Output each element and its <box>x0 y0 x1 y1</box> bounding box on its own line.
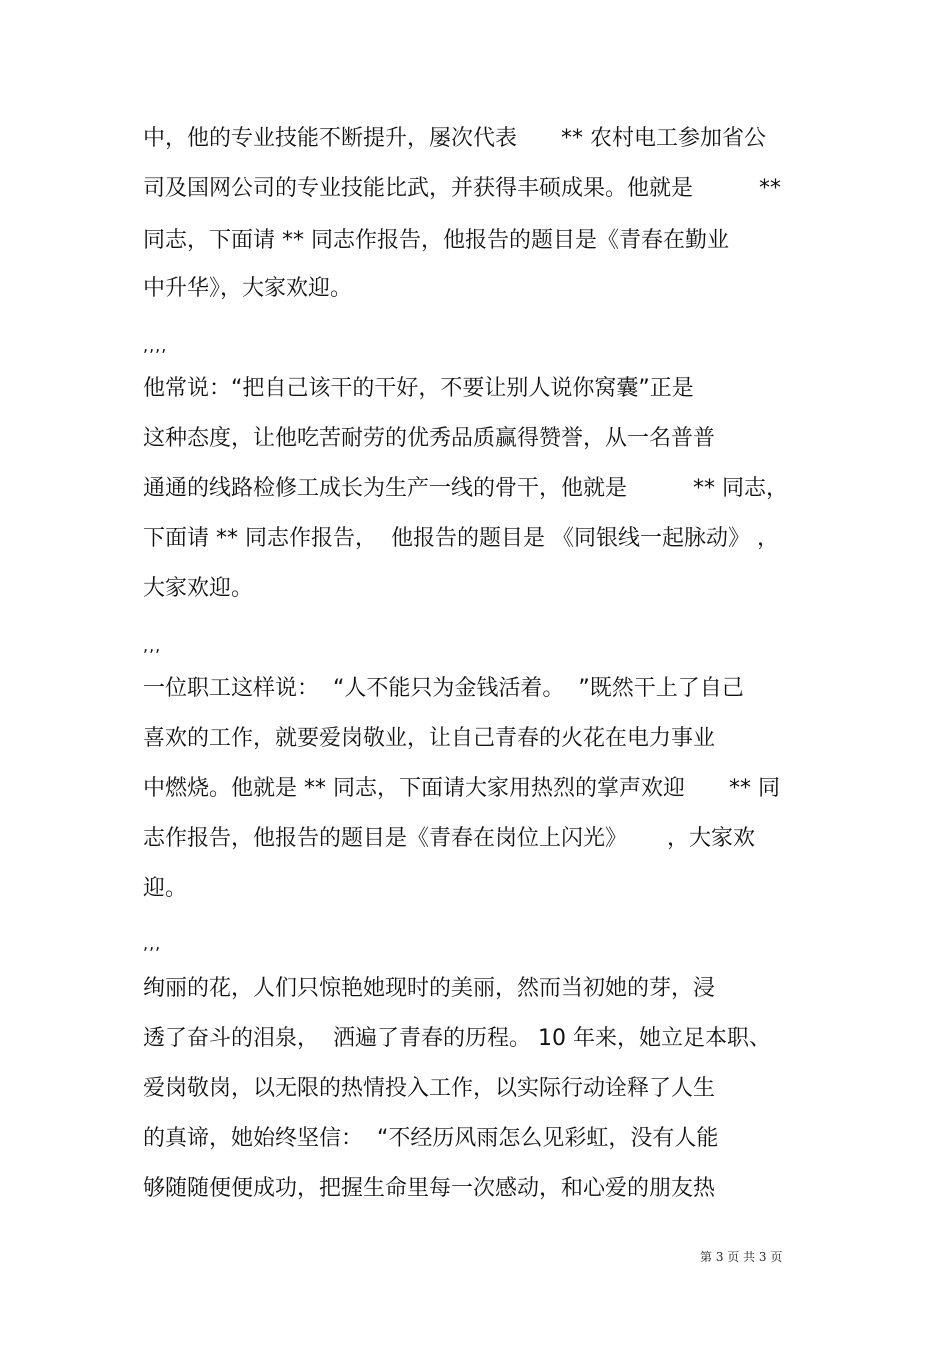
text-line: 的真谛，她始终坚信： “不经历风雨怎么见彩虹，没有人能 <box>143 1126 719 1151</box>
text-line: 他常说：“把自己该干的干好，不要让别人说你窝囊”正是 <box>143 376 694 401</box>
text-line: 喜欢的工作，就要爱岗敬业，让自己青春的火花在电力事业 <box>143 726 716 751</box>
separator-mark: ,,, <box>143 934 162 953</box>
text-line: 爱岗敬岗，以无限的热情投入工作，以实际行动诠释了人生 <box>143 1076 716 1101</box>
text-line: 下面请 ** 同志作报告， 他报告的题目是 《同银线一起脉动》 ， <box>143 526 779 551</box>
text-line: 志作报告，他报告的题目是《青春在岗位上闪光》 ，大家欢 <box>143 826 755 851</box>
text-line: 迎。 <box>143 876 188 901</box>
text-line: 一位职工这样说： “人不能只为金钱活着。 ”既然干上了自己 <box>143 676 744 701</box>
text-line: 中升华》，大家欢迎。 <box>143 276 353 301</box>
separator-mark: ,,,, <box>143 336 168 355</box>
page-number-footer: 第 3 页 共 3 页 <box>700 1250 783 1264</box>
text-line: 够随随便便成功，把握生命里每一次感动，和心爱的朋友热 <box>143 1176 716 1201</box>
text-line: 中，他的专业技能不断提升，屡次代表 ** 农村电工参加省公 <box>143 126 766 151</box>
text-line: 这种态度，让他吃苦耐劳的优秀品质赢得赞誉，从一名普普 <box>143 426 716 451</box>
text-line: 通通的线路检修工成长为生产一线的骨干，他就是 ** 同志， <box>143 476 788 501</box>
text-line: 中燃烧。他就是 ** 同志，下面请大家用热烈的掌声欢迎 ** 同 <box>143 776 780 801</box>
text-line: 同志，下面请 ** 同志作报告，他报告的题目是《青春在勤业 <box>143 228 729 253</box>
separator-mark: ,,, <box>143 636 162 655</box>
text-line: 大家欢迎。 <box>143 576 254 601</box>
text-line: 绚丽的花，人们只惊艳她现时的美丽，然而当初她的芽，浸 <box>143 976 716 1001</box>
text-line: 透了奋斗的泪泉， 洒遍了青春的历程。 10 年来，她立足本职、 <box>143 1026 771 1051</box>
text-line: 司及国网公司的专业技能比武，并获得丰硕成果。他就是 ** <box>143 176 782 201</box>
